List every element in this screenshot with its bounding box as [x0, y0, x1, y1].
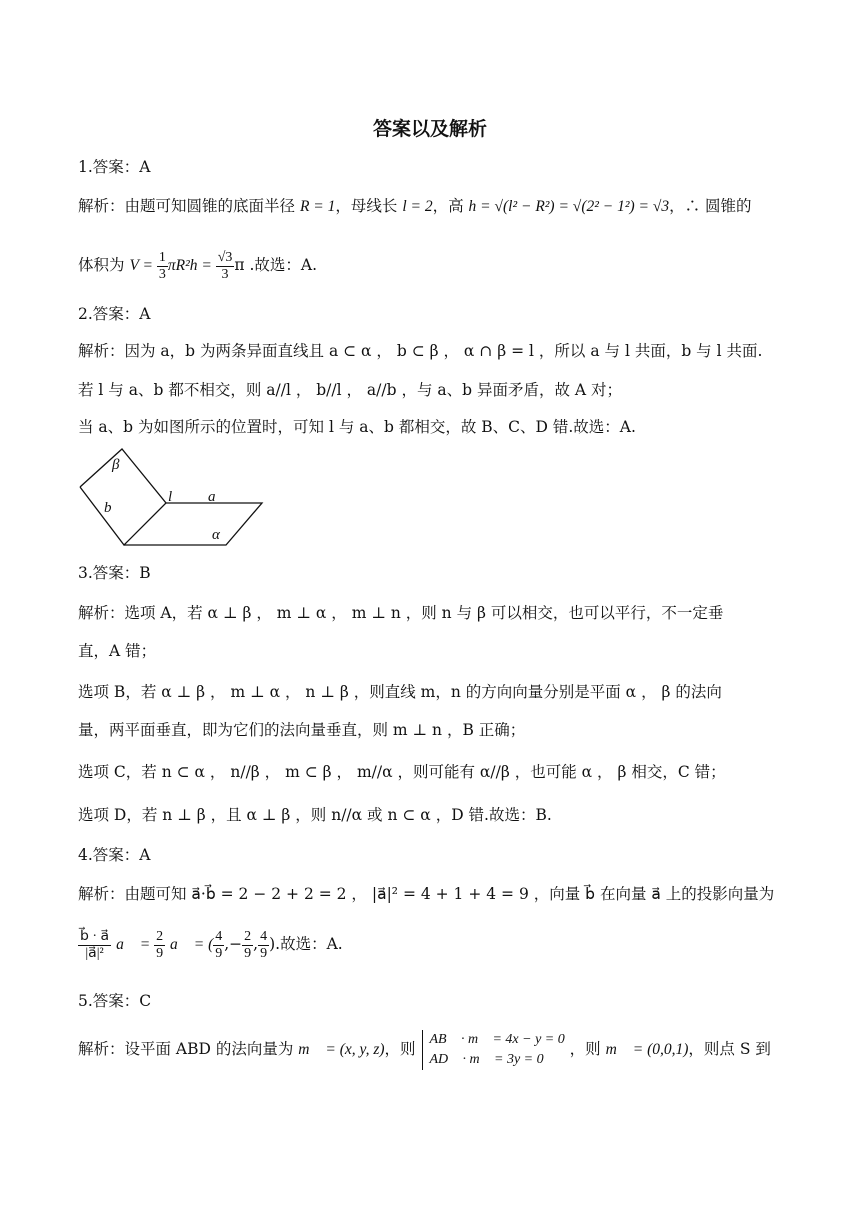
q1-math-slant: l = 2 [402, 198, 433, 215]
fraction-denominator: 9 [260, 945, 268, 961]
fraction-numerator: 2 [156, 928, 164, 944]
q1-text: ，母线长 [335, 197, 403, 215]
q1-math-radius: R = 1 [299, 198, 336, 215]
q5-math-normal-value: m⃗ = (0,0,1) [605, 1041, 689, 1058]
q5-text: 解析：设平面 ABD 的法向量为 [78, 1040, 299, 1058]
q3-line4: 量，两平面垂直，即为它们的法向量垂直，则 m ⊥ n ，B 正确； [78, 721, 526, 739]
q4-line2: $\frac{b⃗ \cdot a⃗}{\text{|a⃗|²}}$ a⃗ = $\frac{2}{9}$ a⃗ = ( $\frac{4}{9}$ ,− $\frac{2}{9}$ , $\frac{4}{9}$ ).故选：A. [80, 928, 343, 961]
q5-line1 [78, 1026, 783, 1073]
page-title: 答案以及解析 [372, 118, 487, 140]
label-alpha: α [212, 527, 220, 543]
fraction [78, 929, 111, 962]
q5-math-normal: m⃗ = (x, y, z) [298, 1041, 385, 1058]
q5-answer: 5.答案：C [78, 992, 152, 1010]
q3-line3: 选项 B，若 α ⊥ β ， m ⊥ α ， n ⊥ β ，则直线 m，n 的方向向量分别是平面 α ， β 的法向 [78, 683, 722, 701]
fraction-denominator: 3 [158, 266, 166, 282]
fraction [213, 929, 224, 962]
label-beta: β [112, 457, 120, 473]
q1-explanation-line1 [78, 195, 783, 218]
q1-text: ，高 [432, 197, 469, 215]
fraction-numerator: 4 [215, 928, 223, 944]
fraction [157, 250, 168, 283]
q1-text: ，∴ 圆锥的 [669, 197, 752, 215]
fraction-denominator: |a⃗|² [85, 945, 104, 961]
q5-text: ，则 [384, 1040, 416, 1058]
q5-text: ，则点 S 到 [688, 1040, 771, 1058]
q1-math: πR²h = [167, 257, 216, 274]
equation-row: AD⃗ · m⃗ = 3y = 0 [429, 1052, 544, 1067]
q2-line2: 若 l 与 a、b 都不相交，则 a//l ， b//l ， a//b ，与 a、b 异面矛盾，故 A 对； [78, 381, 623, 399]
q4-answer: 4.答案：A [78, 846, 151, 864]
planes-figure [76, 445, 271, 553]
equation-system [422, 1030, 564, 1070]
q2-answer: 2.答案：A [78, 305, 151, 323]
q2-line3: 当 a、b 为如图所示的位置时，可知 l 与 a、b 都相交，故 B、C、D 错.故选：A. [78, 418, 636, 436]
q1-math-height: h = √(l² − R²) = √(2² − 1²) = √3 [468, 198, 670, 215]
fraction-denominator: 9 [215, 945, 223, 961]
q4-text: ).故选：A. [269, 935, 343, 953]
q1-math-volume: V = [129, 257, 157, 274]
label-l: l [168, 489, 173, 505]
fraction [242, 929, 253, 962]
q3-line1: 解析：选项 A，若 α ⊥ β ， m ⊥ α ， m ⊥ n ，则 n 与 β 可以相交，也可以平行，不一定垂 [78, 604, 724, 622]
q3-line5: 选项 C，若 n ⊂ α ， n//β ， m ⊂ β ， m//α ，则可能有 α//β ，也可能 α ， β 相交，C 错； [78, 763, 726, 781]
fraction-denominator: 9 [156, 945, 164, 961]
label-a: a [208, 489, 216, 505]
q1-text: 体积为 [78, 256, 130, 274]
fraction-numerator: 2 [244, 928, 252, 944]
fraction-numerator: 4 [260, 928, 268, 944]
q2-line1: 解析：因为 a，b 为两条异面直线且 a ⊂ α ， b ⊂ β ， α ∩ β = l ，所以 a 与 l 共面，b 与 l 共面. [78, 342, 763, 360]
fraction [258, 929, 269, 962]
q1-text: π .故选：A. [234, 256, 318, 274]
fraction-numerator: b⃗ · a⃗ [80, 928, 110, 944]
plane-beta-outline [80, 449, 166, 545]
q3-line2: 直，A 错； [78, 642, 157, 660]
fraction [216, 250, 235, 283]
q4-math: a⃗ = [116, 936, 155, 953]
q1-answer: 1.答案：A [78, 158, 151, 176]
q1-explanation-line2 [78, 248, 783, 283]
fraction-denominator: 3 [221, 266, 229, 282]
fraction-numerator: 1 [158, 249, 166, 265]
fraction-numerator: √3 [217, 249, 233, 265]
q4-math: a⃗ = ( [170, 936, 214, 953]
label-b: b [104, 500, 112, 516]
q1-text: 解析：由题可知圆锥的底面半径 [78, 197, 300, 215]
q3-line6: 选项 D，若 n ⊥ β ，且 α ⊥ β ，则 n//α 或 n ⊂ α ，D 错.故选：B. [78, 806, 552, 824]
fraction [154, 929, 165, 962]
fraction-denominator: 9 [244, 945, 252, 961]
q4-line1: 解析：由题可知 a⃗·b⃗ = 2 − 2 + 2 = 2 ， |a⃗|² = 4 + 1 + 4 = 9 ，向量 b⃗ 在向量 a⃗ 上的投影向量为 [78, 885, 775, 903]
q3-answer: 3.答案：B [78, 564, 151, 582]
q5-text: ，则 [569, 1040, 606, 1058]
equation-row: AB⃗ · m⃗ = 4x − y = 0 [429, 1032, 565, 1047]
